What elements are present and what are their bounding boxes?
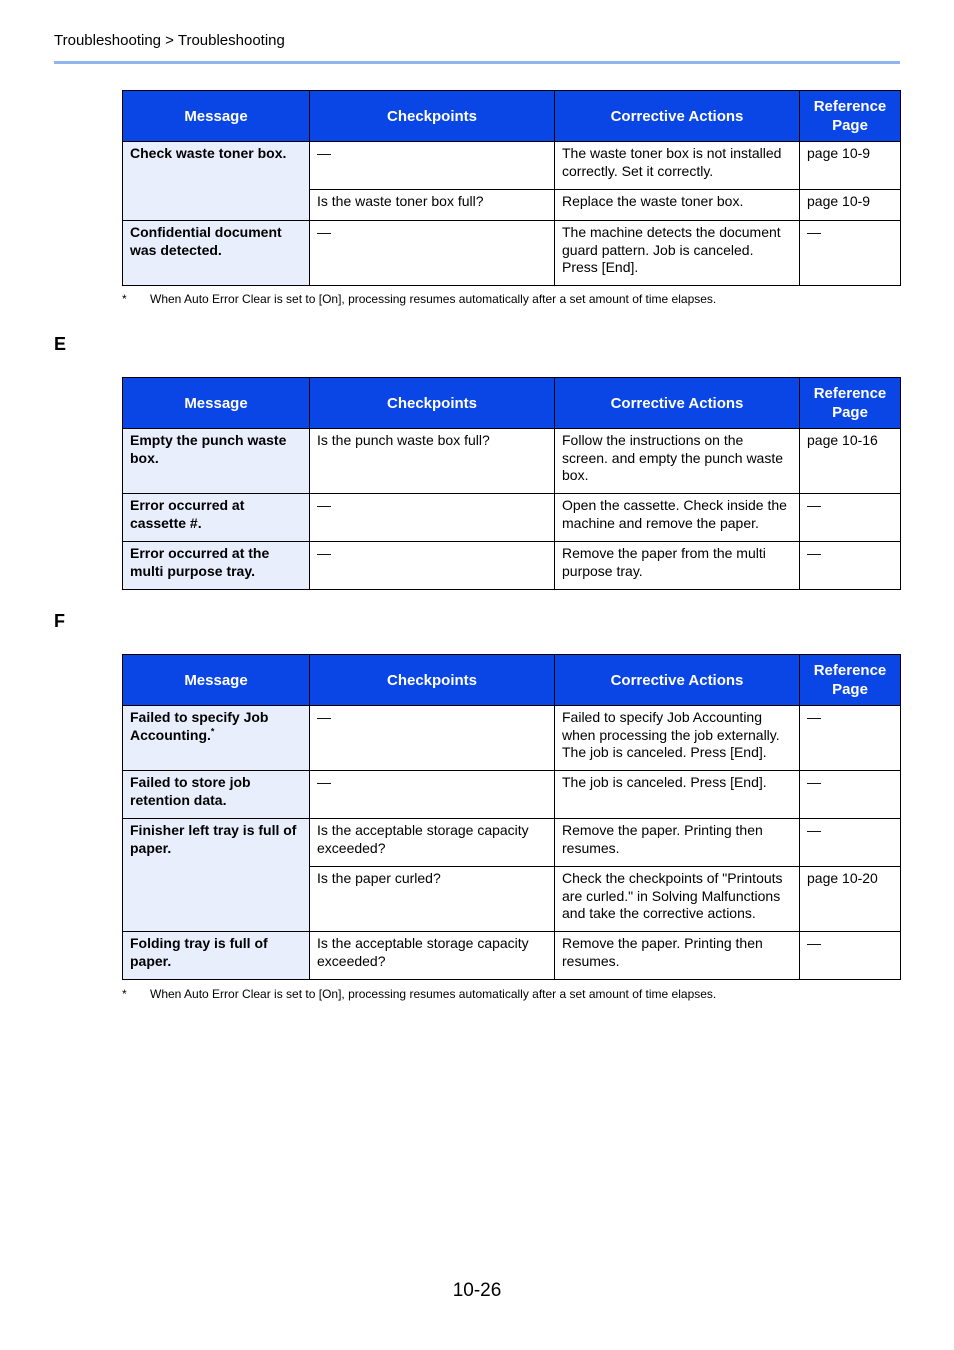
action-cell: Follow the instructions on the screen. and empty the punch waste box. xyxy=(555,429,800,494)
message-cell: Error occurred at the multi purpose tray. xyxy=(123,542,310,590)
action-cell: The machine detects the document guard pattern. Job is canceled. Press [End]. xyxy=(555,221,800,286)
checkpoint-cell: Is the acceptable storage capacity exceeded? xyxy=(310,932,555,980)
header-corrective-actions: Corrective Actions xyxy=(555,655,800,706)
table-row xyxy=(123,142,901,190)
checkpoint-cell: — xyxy=(310,542,555,590)
table-row xyxy=(123,932,901,980)
table-row xyxy=(123,494,901,542)
footnote-c xyxy=(122,292,716,306)
checkpoint-cell: Is the acceptable storage capacity exceeded? xyxy=(310,819,555,867)
action-cell: Remove the paper. Printing then resumes. xyxy=(555,932,800,980)
action-cell: Failed to specify Job Accounting when processing the job externally. The job is canceled. Press [End]. xyxy=(555,706,800,771)
header-reference-page xyxy=(800,378,901,429)
table-row xyxy=(123,819,901,867)
header-checkpoints: Checkpoints xyxy=(310,91,555,142)
footnote-f xyxy=(122,987,716,1001)
header-message: Message xyxy=(123,91,310,142)
action-cell: Remove the paper from the multi purpose tray. xyxy=(555,542,800,590)
header-reference-line2: Page xyxy=(832,117,868,134)
message-cell: Folding tray is full of paper. xyxy=(123,932,310,980)
action-cell: The waste toner box is not installed correctly. Set it correctly. xyxy=(555,142,800,190)
header-reference-line2: Page xyxy=(832,404,868,421)
header-corrective-actions: Corrective Actions xyxy=(555,378,800,429)
action-cell: Check the checkpoints of "Printouts are curled." in Solving Malfunctions and take the corrective actions. xyxy=(555,867,800,932)
header-corrective-actions: Corrective Actions xyxy=(555,91,800,142)
reference-cell: — xyxy=(800,221,901,286)
message-cell: Finisher left tray is full of paper. xyxy=(123,819,310,932)
checkpoint-cell: Is the punch waste box full? xyxy=(310,429,555,494)
header-reference-page xyxy=(800,655,901,706)
reference-cell: page 10-9 xyxy=(800,142,901,190)
table-f xyxy=(122,654,901,980)
reference-cell: — xyxy=(800,771,901,819)
checkpoint-cell: — xyxy=(310,221,555,286)
checkpoint-cell: — xyxy=(310,706,555,771)
message-cell: Failed to store job retention data. xyxy=(123,771,310,819)
action-cell: Remove the paper. Printing then resumes. xyxy=(555,819,800,867)
checkpoint-cell: — xyxy=(310,494,555,542)
footnote-text: When Auto Error Clear is set to [On], processing resumes automatically after a set amount of time elapses. xyxy=(150,987,717,1001)
table-row xyxy=(123,706,901,771)
message-text: Failed to specify Job Accounting. xyxy=(130,709,269,743)
message-cell xyxy=(123,706,310,771)
table-row xyxy=(123,771,901,819)
table-row xyxy=(123,542,901,590)
header-reference-line1: Reference xyxy=(813,385,887,402)
reference-cell: — xyxy=(800,706,901,771)
reference-cell: — xyxy=(800,932,901,980)
breadcrumb: Troubleshooting > Troubleshooting xyxy=(54,32,285,49)
header-reference-line1: Reference xyxy=(813,662,887,679)
action-cell: Open the cassette. Check inside the machine and remove the paper. xyxy=(555,494,800,542)
header-reference-line2: Page xyxy=(832,681,868,698)
reference-cell: — xyxy=(800,542,901,590)
action-cell: The job is canceled. Press [End]. xyxy=(555,771,800,819)
table-header-row xyxy=(123,378,901,429)
checkpoint-cell: — xyxy=(310,142,555,190)
message-cell: Confidential document was detected. xyxy=(123,221,310,286)
table-row xyxy=(123,221,901,286)
reference-cell: page 10-20 xyxy=(800,867,901,932)
header-message: Message xyxy=(123,655,310,706)
header-reference-line1: Reference xyxy=(813,98,887,115)
footnote-text: When Auto Error Clear is set to [On], processing resumes automatically after a set amount of time elapses. xyxy=(150,292,717,306)
reference-cell: — xyxy=(800,819,901,867)
message-cell: Empty the punch waste box. xyxy=(123,429,310,494)
table-row xyxy=(123,429,901,494)
footnote-ref: * xyxy=(210,725,215,736)
header-checkpoints: Checkpoints xyxy=(310,655,555,706)
table-c xyxy=(122,90,901,286)
header-checkpoints: Checkpoints xyxy=(310,378,555,429)
footnote-mark: * xyxy=(122,292,127,306)
header-rule xyxy=(54,61,900,64)
message-cell: Error occurred at cassette #. xyxy=(123,494,310,542)
section-letter-e: E xyxy=(54,334,67,354)
table-header-row xyxy=(123,655,901,706)
header-message: Message xyxy=(123,378,310,429)
checkpoint-cell: — xyxy=(310,771,555,819)
page-number: 10-26 xyxy=(452,1280,502,1301)
table-e xyxy=(122,377,901,590)
reference-cell: page 10-9 xyxy=(800,190,901,221)
table-header-row xyxy=(123,91,901,142)
checkpoint-cell: Is the paper curled? xyxy=(310,867,555,932)
action-cell: Replace the waste toner box. xyxy=(555,190,800,221)
message-cell: Check waste toner box. xyxy=(123,142,310,221)
checkpoint-cell: Is the waste toner box full? xyxy=(310,190,555,221)
reference-cell: — xyxy=(800,494,901,542)
header-reference-page xyxy=(800,91,901,142)
reference-cell: page 10-16 xyxy=(800,429,901,494)
section-letter-f: F xyxy=(54,611,65,631)
footnote-mark: * xyxy=(122,987,127,1001)
